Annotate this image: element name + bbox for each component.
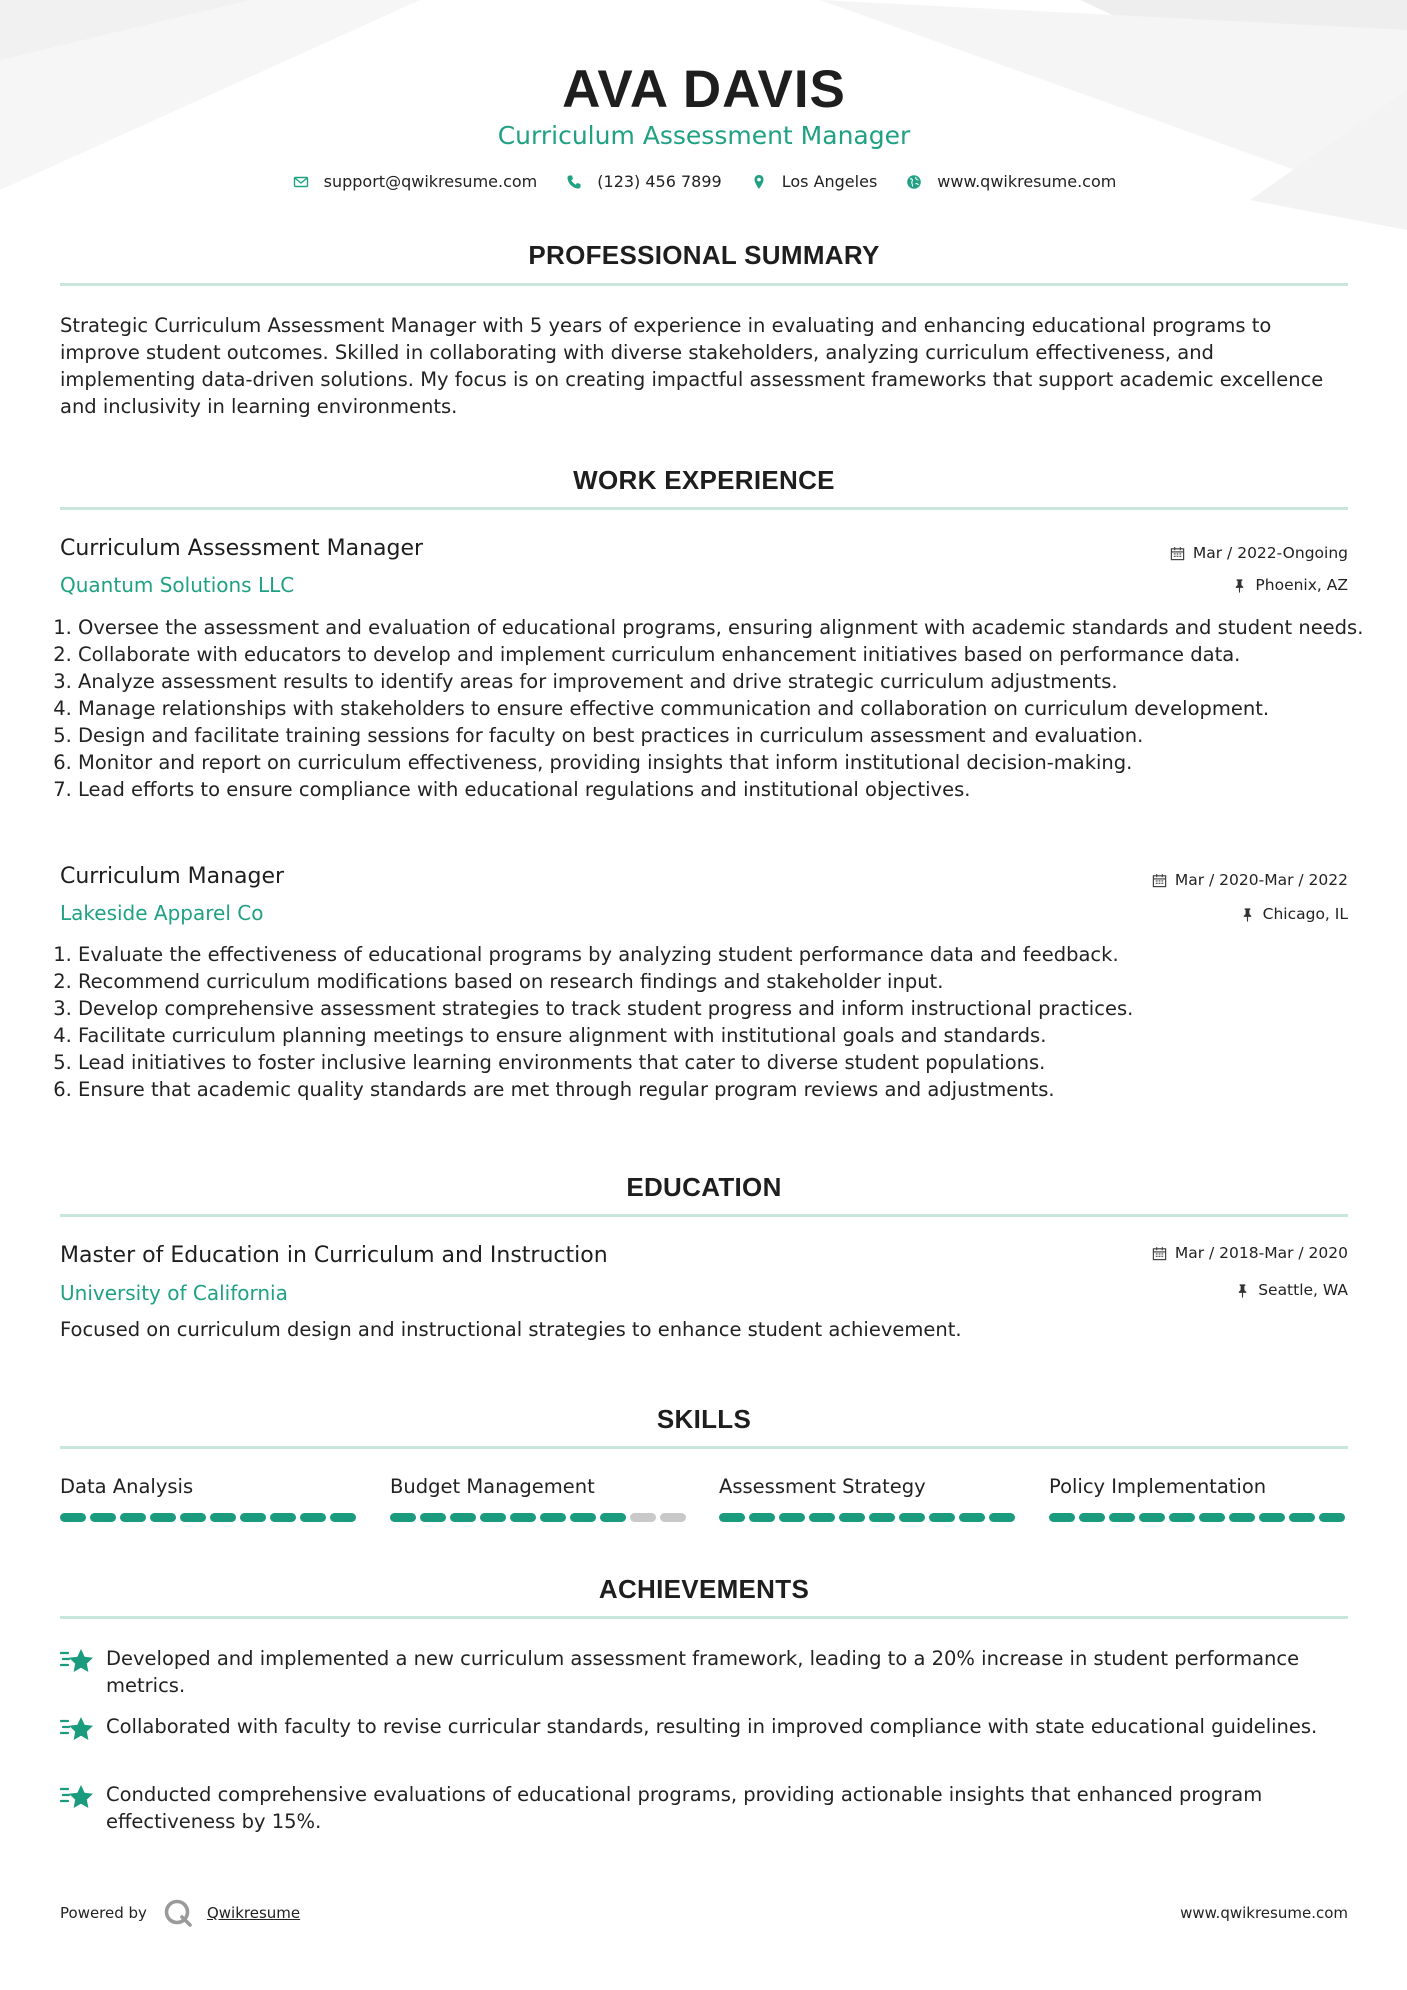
contact-phone[interactable] bbox=[565, 172, 721, 191]
qwikresume-logo-icon bbox=[163, 1898, 193, 1928]
skill-level-segment-filled bbox=[420, 1513, 446, 1522]
skill-level-segment-filled bbox=[1049, 1513, 1075, 1522]
skill-level-segment-filled bbox=[1319, 1513, 1345, 1522]
achievement-item bbox=[60, 1713, 1348, 1749]
skill-level-segment-filled bbox=[929, 1513, 955, 1522]
phone-text: (123) 456 7899 bbox=[597, 172, 722, 191]
duty-item: 6. Monitor and report on curriculum effectiveness, providing insights that inform institutional decision-making. bbox=[78, 749, 1366, 776]
skill-level-segment-filled bbox=[1289, 1513, 1315, 1522]
pushpin-icon bbox=[1240, 907, 1255, 922]
skill-level-segment-filled bbox=[390, 1513, 416, 1522]
achievement-item bbox=[60, 1645, 1348, 1699]
skill-level-segment-filled bbox=[210, 1513, 236, 1522]
skill-level-segment-filled bbox=[1079, 1513, 1105, 1522]
job-location-text: Chicago, IL bbox=[1262, 905, 1348, 923]
job-location bbox=[1240, 903, 1348, 925]
skill-item bbox=[390, 1474, 690, 1522]
skill-level-segment-filled bbox=[510, 1513, 536, 1522]
duty-item: 7. Lead efforts to ensure compliance with educational regulations and institutional objectives. bbox=[78, 776, 1366, 803]
duty-item: 4. Manage relationships with stakeholders to ensure effective communication and collaboration on curriculum development. bbox=[78, 695, 1366, 722]
qwikresume-link[interactable]: Qwikresume bbox=[206, 1904, 301, 1922]
star-icon bbox=[60, 1781, 96, 1835]
email-text: support@qwikresume.com bbox=[323, 172, 538, 191]
skill-level-segment-filled bbox=[1169, 1513, 1195, 1522]
summary-text: Strategic Curriculum Assessment Manager with 5 years of experience in evaluating and enhancing educational programs to improve student outcomes. Skilled in collaborating with diverse stakeholders, analyzing curriculum effectiveness, and implementing data-driven solutions. My focus is on creating impactful assessment frameworks that support academic excellence and inclusivity in learning environments. bbox=[60, 314, 1324, 418]
skill-name: Assessment Strategy bbox=[719, 1475, 926, 1498]
section-title-education: EDUCATION bbox=[626, 1172, 782, 1202]
skill-item bbox=[719, 1474, 1019, 1522]
skill-level-segment-filled bbox=[989, 1513, 1015, 1522]
skill-level-segment-filled bbox=[570, 1513, 596, 1522]
education-description: Focused on curriculum design and instructional strategies to enhance student achievement. bbox=[60, 1318, 962, 1341]
skill-level-segment-filled bbox=[749, 1513, 775, 1522]
company-name: Quantum Solutions LLC bbox=[60, 573, 295, 597]
globe-icon bbox=[905, 173, 923, 191]
contact-bar bbox=[60, 172, 1348, 191]
skill-level-segment-filled bbox=[240, 1513, 266, 1522]
achievement-item bbox=[60, 1781, 1348, 1835]
job-dates-text: Mar / 2022-Ongoing bbox=[1192, 544, 1348, 562]
candidate-name: AVA DAVIS bbox=[562, 60, 846, 119]
skill-level-segment-filled bbox=[90, 1513, 116, 1522]
section-divider bbox=[60, 283, 1348, 286]
powered-by-text: Powered by bbox=[60, 1904, 147, 1922]
section-title-skills: SKILLS bbox=[656, 1404, 752, 1434]
skill-item bbox=[60, 1474, 360, 1522]
skill-level-segment-filled bbox=[779, 1513, 805, 1522]
skill-item bbox=[1049, 1474, 1349, 1522]
skill-level-segment-filled bbox=[270, 1513, 296, 1522]
skill-name: Data Analysis bbox=[60, 1475, 194, 1498]
skill-level-segment-filled bbox=[1199, 1513, 1225, 1522]
pushpin-icon bbox=[1235, 1283, 1250, 1298]
skill-level-segment-filled bbox=[959, 1513, 985, 1522]
duty-item: 5. Design and facilitate training sessions for faculty on best practices in curriculum assessment and evaluation. bbox=[78, 722, 1366, 749]
duty-item: 3. Analyze assessment results to identify areas for improvement and drive strategic curriculum adjustments. bbox=[78, 668, 1366, 695]
job-duties-list bbox=[60, 941, 1366, 1103]
section-divider bbox=[60, 507, 1348, 510]
job-duties-list bbox=[60, 614, 1366, 803]
calendar-icon bbox=[1152, 1246, 1167, 1261]
skill-level-bar bbox=[60, 1513, 360, 1522]
calendar-icon bbox=[1170, 546, 1185, 561]
skill-level-segment-filled bbox=[150, 1513, 176, 1522]
skill-level-segment-filled bbox=[60, 1513, 86, 1522]
footer-branding bbox=[60, 1898, 300, 1928]
job-location bbox=[1232, 574, 1348, 596]
section-divider bbox=[60, 1616, 1348, 1619]
skill-level-segment-filled bbox=[1109, 1513, 1135, 1522]
section-title-summary: PROFESSIONAL SUMMARY bbox=[528, 240, 880, 270]
education-dates-text: Mar / 2018-Mar / 2020 bbox=[1174, 1244, 1348, 1262]
duty-item: 3. Develop comprehensive assessment strategies to track student progress and inform instructional practices. bbox=[78, 995, 1366, 1022]
degree-title: Master of Education in Curriculum and Instruction bbox=[60, 1243, 608, 1268]
job-dates-text: Mar / 2020-Mar / 2022 bbox=[1174, 871, 1348, 889]
phone-icon bbox=[565, 173, 583, 191]
duty-item: 1. Oversee the assessment and evaluation of educational programs, ensuring alignment with academic standards and student needs. bbox=[78, 614, 1366, 641]
duty-item: 4. Facilitate curriculum planning meetings to ensure alignment with institutional goals and standards. bbox=[78, 1022, 1366, 1049]
skill-level-segment-empty bbox=[660, 1513, 686, 1522]
website-text: www.qwikresume.com bbox=[937, 172, 1117, 191]
skill-level-segment-filled bbox=[120, 1513, 146, 1522]
skill-level-segment-filled bbox=[300, 1513, 326, 1522]
skill-level-segment-filled bbox=[719, 1513, 745, 1522]
skill-level-segment-filled bbox=[869, 1513, 895, 1522]
section-divider bbox=[60, 1446, 1348, 1449]
skill-level-segment-filled bbox=[1259, 1513, 1285, 1522]
duty-item: 6. Ensure that academic quality standards are met through regular program reviews and adjustments. bbox=[78, 1076, 1366, 1103]
duty-item: 2. Recommend curriculum modifications based on research findings and stakeholder input. bbox=[78, 968, 1366, 995]
skill-level-segment-filled bbox=[180, 1513, 206, 1522]
education-dates bbox=[1152, 1242, 1348, 1264]
achievement-text: Conducted comprehensive evaluations of educational programs, providing actionable insights that enhanced program effectiveness by 15%. bbox=[106, 1783, 1263, 1833]
map-pin-icon bbox=[750, 173, 768, 191]
skill-level-bar bbox=[1049, 1513, 1349, 1522]
job-location-text: Phoenix, AZ bbox=[1255, 576, 1348, 594]
skill-level-bar bbox=[390, 1513, 690, 1522]
contact-website[interactable] bbox=[905, 172, 1116, 191]
skill-name: Policy Implementation bbox=[1049, 1475, 1267, 1498]
education-location bbox=[1235, 1279, 1348, 1301]
skill-level-segment-filled bbox=[450, 1513, 476, 1522]
envelope-icon bbox=[292, 173, 310, 191]
section-title-experience: WORK EXPERIENCE bbox=[573, 465, 835, 495]
skill-level-segment-filled bbox=[809, 1513, 835, 1522]
job-title: Curriculum Manager bbox=[60, 864, 285, 889]
company-name: Lakeside Apparel Co bbox=[60, 901, 264, 925]
job-dates bbox=[1170, 542, 1348, 564]
contact-location bbox=[750, 172, 878, 191]
job-dates bbox=[1152, 869, 1348, 891]
education-location-text: Seattle, WA bbox=[1258, 1281, 1348, 1299]
duty-item: 1. Evaluate the effectiveness of educational programs by analyzing student performance data and feedback. bbox=[78, 941, 1366, 968]
star-icon bbox=[60, 1713, 96, 1749]
contact-email[interactable] bbox=[292, 172, 538, 191]
skill-level-segment-filled bbox=[480, 1513, 506, 1522]
skill-level-segment-filled bbox=[1139, 1513, 1165, 1522]
achievement-text: Collaborated with faculty to revise curricular standards, resulting in improved compliance with state educational guidelines. bbox=[106, 1715, 1318, 1738]
calendar-icon bbox=[1152, 873, 1167, 888]
skill-level-segment-filled bbox=[540, 1513, 566, 1522]
skill-level-segment-filled bbox=[839, 1513, 865, 1522]
location-text: Los Angeles bbox=[781, 172, 878, 191]
skill-level-segment-filled bbox=[600, 1513, 626, 1522]
skill-name: Budget Management bbox=[390, 1475, 595, 1498]
section-title-achievements: ACHIEVEMENTS bbox=[598, 1574, 810, 1604]
section-divider bbox=[60, 1214, 1348, 1217]
skill-level-bar bbox=[719, 1513, 1019, 1522]
skill-level-segment-empty bbox=[630, 1513, 656, 1522]
achievement-text: Developed and implemented a new curriculum assessment framework, leading to a 20% increase in student performance metrics. bbox=[106, 1647, 1300, 1697]
skill-level-segment-filled bbox=[1229, 1513, 1255, 1522]
skill-level-segment-filled bbox=[330, 1513, 356, 1522]
candidate-role: Curriculum Assessment Manager bbox=[497, 121, 911, 150]
job-title: Curriculum Assessment Manager bbox=[60, 536, 424, 561]
duty-item: 5. Lead initiatives to foster inclusive learning environments that cater to diverse student populations. bbox=[78, 1049, 1366, 1076]
school-name: University of California bbox=[60, 1281, 288, 1305]
star-icon bbox=[60, 1645, 96, 1699]
skill-level-segment-filled bbox=[899, 1513, 925, 1522]
duty-item: 2. Collaborate with educators to develop and implement curriculum enhancement initiatives based on performance data. bbox=[78, 641, 1366, 668]
footer-website[interactable]: www.qwikresume.com bbox=[1180, 1904, 1348, 1922]
pushpin-icon bbox=[1232, 578, 1247, 593]
